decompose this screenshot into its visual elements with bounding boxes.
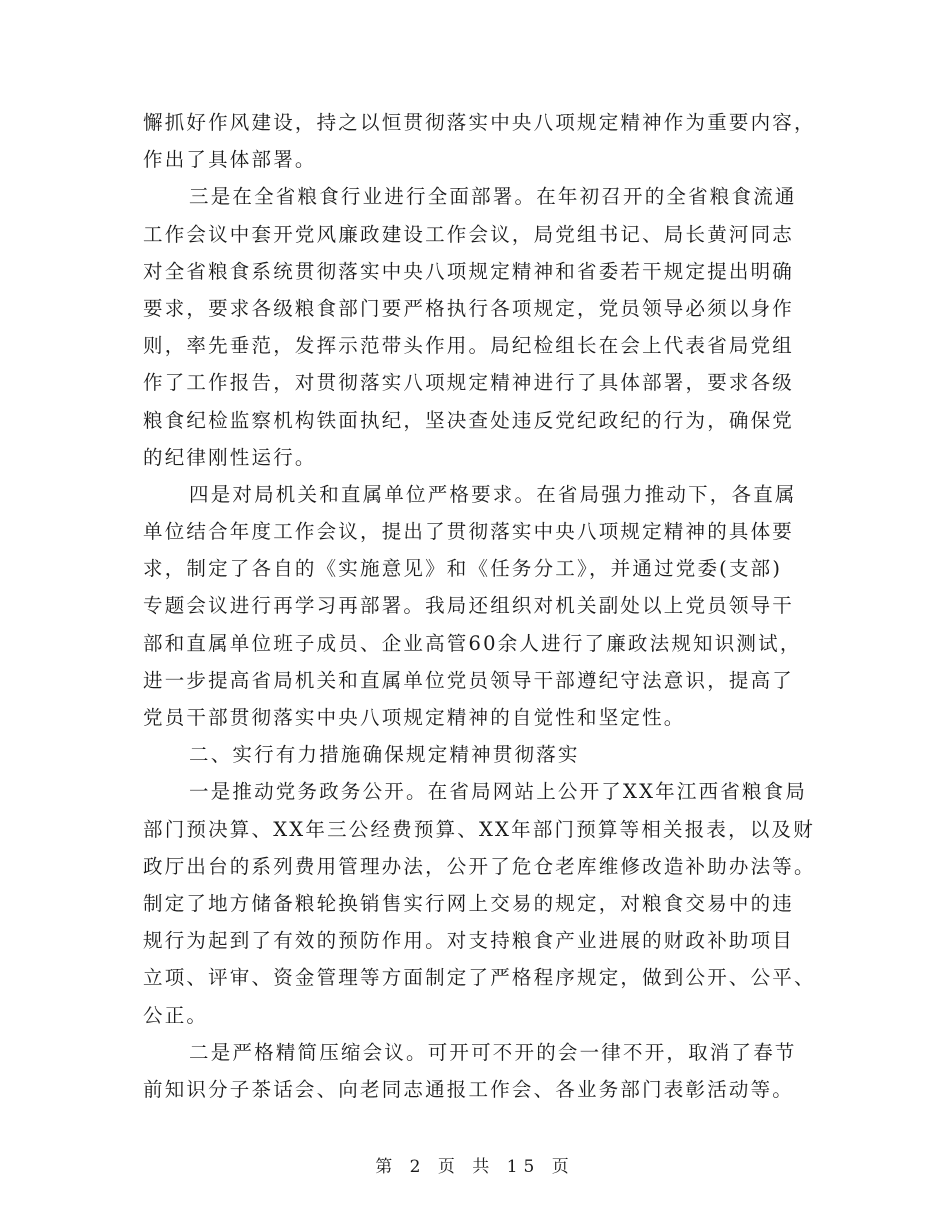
text-line: 懈抓好作风建设，持之以恒贯彻落实中央八项规定精神作为重要内容， <box>143 111 816 134</box>
page-number-footer: 第 2 页 共 15 页 <box>375 1157 575 1177</box>
text-line: 党员干部贯彻落实中央八项规定精神的自觉性和坚定性。 <box>143 706 686 729</box>
text-line: 部和直属单位班子成员、企业高管60余人进行了廉政法规知识测试， <box>143 631 802 655</box>
text-line: 专题会议进行再学习再部署。我局还组织对机关副处以上党员领导干 <box>143 594 795 618</box>
text-line: 一是推动党务政务公开。在省局网站上公开了XX年江西省粮食局 <box>189 780 808 804</box>
text-line: 单位结合年度工作会议，提出了贯彻落实中央八项规定精神的具体要 <box>143 520 795 544</box>
text-line: 的纪律刚性运行。 <box>143 445 317 469</box>
text-line: 三是在全省粮食行业进行全面部署。在年初召开的全省粮食流通 <box>189 185 797 209</box>
text-line: 部门预决算、XX年三公经费预算、XX年部门预算等相关报表，以及财 <box>143 817 815 841</box>
text-line: 粮食纪检监察机构铁面执纪，坚决查处违反党纪政纪的行为，确保党 <box>143 408 795 432</box>
text-line: 作出了具体部署。 <box>143 148 317 172</box>
text-line: 四是对局机关和直属单位严格要求。在省局强力推动下，各直属 <box>189 482 797 506</box>
text-line: 对全省粮食系统贯彻落实中央八项规定精神和省委若干规定提出明确 <box>143 259 795 283</box>
text-line: 立项、评审、资金管理等方面制定了严格程序规定，做到公开、公平、 <box>143 966 816 990</box>
text-line: 制定了地方储备粮轮换销售实行网上交易的规定，对粮食交易中的违 <box>143 891 795 915</box>
text-line: 二、实行有力措施确保规定精神贯彻落实 <box>189 743 580 767</box>
text-line: 则，率先垂范，发挥示范带头作用。局纪检组长在会上代表省局党组 <box>143 334 795 358</box>
text-line: 公正。 <box>143 1003 209 1027</box>
text-line: 作了工作报告，对贯彻落实八项规定精神进行了具体部署，要求各级 <box>143 371 795 395</box>
text-line: 进一步提高省局机关和直属单位党员领导干部遵纪守法意识，提高了 <box>143 668 795 692</box>
document-body <box>143 104 816 1108</box>
text-line: 前知识分子茶话会、向老同志通报工作会、各业务部门表彰活动等。 <box>143 1077 795 1101</box>
text-line: 二是严格精简压缩会议。可开可不开的会一律不开，取消了春节 <box>189 1040 797 1064</box>
text-line: 求，制定了各自的《实施意见》和《任务分工》，并通过党委(支部) <box>143 557 783 581</box>
text-line: 工作会议中套开党风廉政建设工作会议，局党组书记、局长黄河同志 <box>143 222 795 246</box>
text-line: 规行为起到了有效的预防作用。对支持粮食产业进展的财政补助项目 <box>143 929 795 953</box>
text-line: 政厅出台的系列费用管理办法，公开了危仓老库维修改造补助办法等。 <box>143 854 816 878</box>
text-line: 要求，要求各级粮食部门要严格执行各项规定，党员领导必须以身作 <box>143 296 795 320</box>
